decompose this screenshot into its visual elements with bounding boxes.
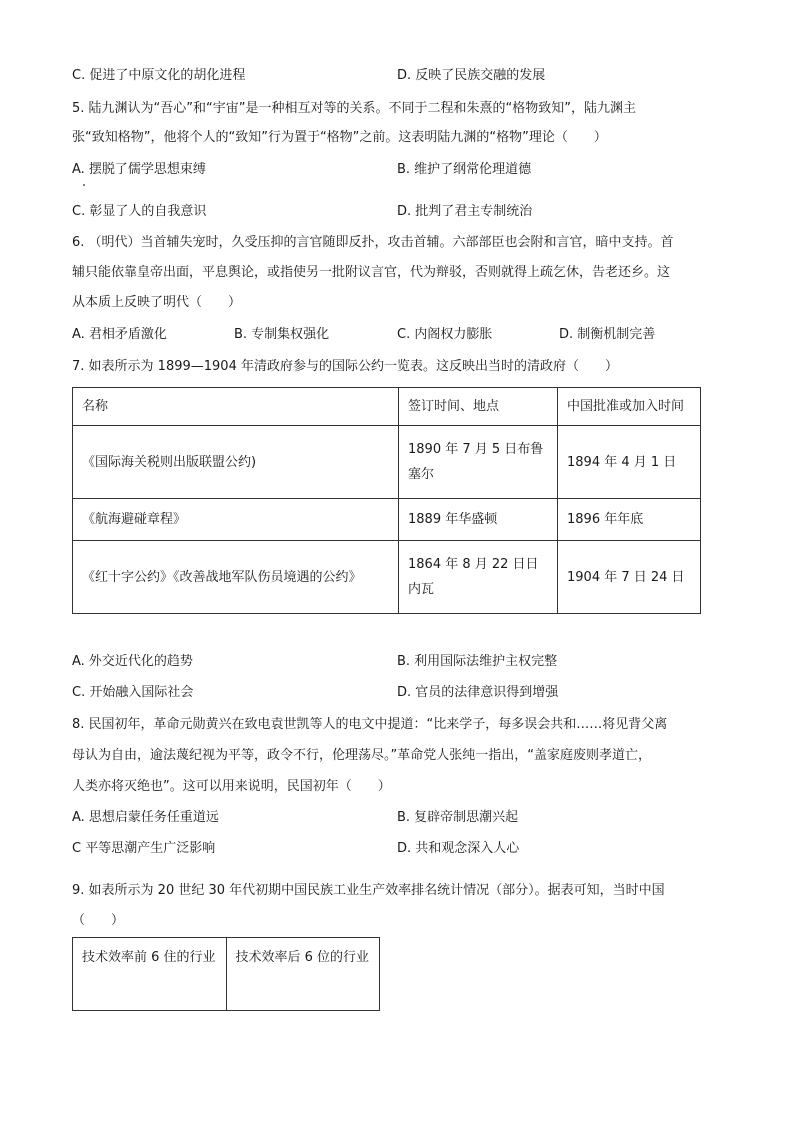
- q8-option-c: C 平等思潮产生广泛影响: [72, 841, 216, 856]
- q8-stem-line-3: 人类亦将灭绝也”。这可以用来说明，民国初年（ ）: [72, 779, 391, 794]
- table-header-cell: 技术效率后 6 位的行业: [226, 938, 380, 1011]
- q5-stem-line-1: 5. 陆九渊认为“吾心”和“宇宙”是一种相互对等的关系。不同于二程和朱熹的“格物致知”，陆九渊主: [72, 101, 636, 116]
- q6-option-d: D. 制衡机制完善: [559, 327, 656, 342]
- q4-option-c: C. 促进了中原文化的胡化进程: [72, 68, 246, 83]
- q5-option-c: C. 彰显了人的自我意识: [72, 204, 207, 219]
- q6-stem-line-2: 辅只能依靠皇帝出面，平息舆论，或指使另一批附议言官，代为辩驳，否则就得上疏乞休，告老还乡。这: [72, 265, 671, 280]
- q6-option-a: A. 君相矛盾激化: [72, 327, 167, 342]
- table-row: [73, 426, 701, 499]
- q8-option-b: B. 复辟帝制思潮兴起: [397, 810, 519, 825]
- table-row: [73, 499, 701, 541]
- q4-option-d: D. 反映了民族交融的发展: [397, 68, 546, 83]
- q8-stem-line-1: 8. 民国初年，革命元勋黄兴在致电袁世凯等人的电文中提道：“比来学子，每多误会共和……将见背父离: [72, 717, 668, 732]
- q5-option-b: B. 维护了纲常伦理道德: [397, 162, 532, 177]
- q9-table: [72, 937, 380, 1011]
- table-header-cell: 签订时间、地点: [399, 388, 558, 426]
- q6-stem-line-1: 6. （明代）当首辅失宠时，久受压抑的言官随即反扑，攻击首辅。六部部臣也会附和言官，暗中支持。首: [72, 235, 674, 250]
- q8-option-a: A. 思想启蒙任务任重道远: [72, 810, 219, 825]
- table-header-row: [73, 388, 701, 426]
- table-cell: 《红十字公约》《改善战地军队伤员境遇的公约》: [73, 541, 399, 614]
- table-header-row: [73, 938, 380, 1011]
- table-header-cell: 名称: [73, 388, 399, 426]
- q7-table: [72, 387, 701, 614]
- q7-option-d: D. 官员的法律意识得到增强: [397, 685, 559, 700]
- q6-option-c: C. 内阁权力膨胀: [397, 327, 493, 342]
- q5-option-d: D. 批判了君主专制统治: [397, 204, 533, 219]
- q6-stem-line-3: 从本质上反映了明代（ ）: [72, 295, 242, 310]
- q7-option-a: A. 外交近代化的趋势: [72, 654, 193, 669]
- q7-option-b: B. 利用国际法维护主权完整: [397, 654, 558, 669]
- table-header-cell: 技术效率前 6 住的行业: [73, 938, 227, 1011]
- table-row: [73, 541, 701, 614]
- q9-stem-line-1: 9. 如表所示为 20 世纪 30 年代初期中国民族工业生产效率排名统计情况（部分）。据表可知，当时中国: [72, 883, 665, 898]
- q7-option-c: C. 开始融入国际社会: [72, 685, 194, 700]
- q9-stem-line-2: （ ）: [72, 913, 125, 928]
- table-cell: 《航海避碰章程》: [73, 499, 399, 541]
- table-cell: 1894 年 4 月 1 日: [558, 426, 701, 499]
- table-cell: 1904 年 7 日 24 日: [558, 541, 701, 614]
- table-cell: 1889 年华盛顿: [399, 499, 558, 541]
- q7-stem: 7. 如表所示为 1899—1904 年清政府参与的国际公约一览表。这反映出当时的清政府（ ）: [72, 359, 618, 374]
- q8-stem-line-2: 母认为自由，逾法蔑纪视为平等，政令不行，伦理荡尽。”革命党人张纯一指出，“盖家庭废则孝道亡，: [72, 748, 651, 763]
- q5-stem-line-2: 张“致知格物”，他将个人的“致知”行为置于“格物”之前。这表明陆九渊的“格物”理论（ ）: [72, 130, 607, 145]
- stray-dot: [83, 184, 85, 186]
- table-header-cell: 中国批准或加入时间: [558, 388, 701, 426]
- q6-option-b: B. 专制集权强化: [234, 327, 330, 342]
- table-cell: 《国际海关税则出版联盟公约): [73, 426, 399, 499]
- q5-option-a: A. 摆脱了儒学思想束缚: [72, 162, 206, 177]
- table-cell: 1864 年 8 月 22 日日内瓦: [399, 541, 558, 614]
- table-cell: 1896 年年底: [558, 499, 701, 541]
- table-cell: 1890 年 7 月 5 日布鲁塞尔: [399, 426, 558, 499]
- q8-option-d: D. 共和观念深入人心: [397, 841, 520, 856]
